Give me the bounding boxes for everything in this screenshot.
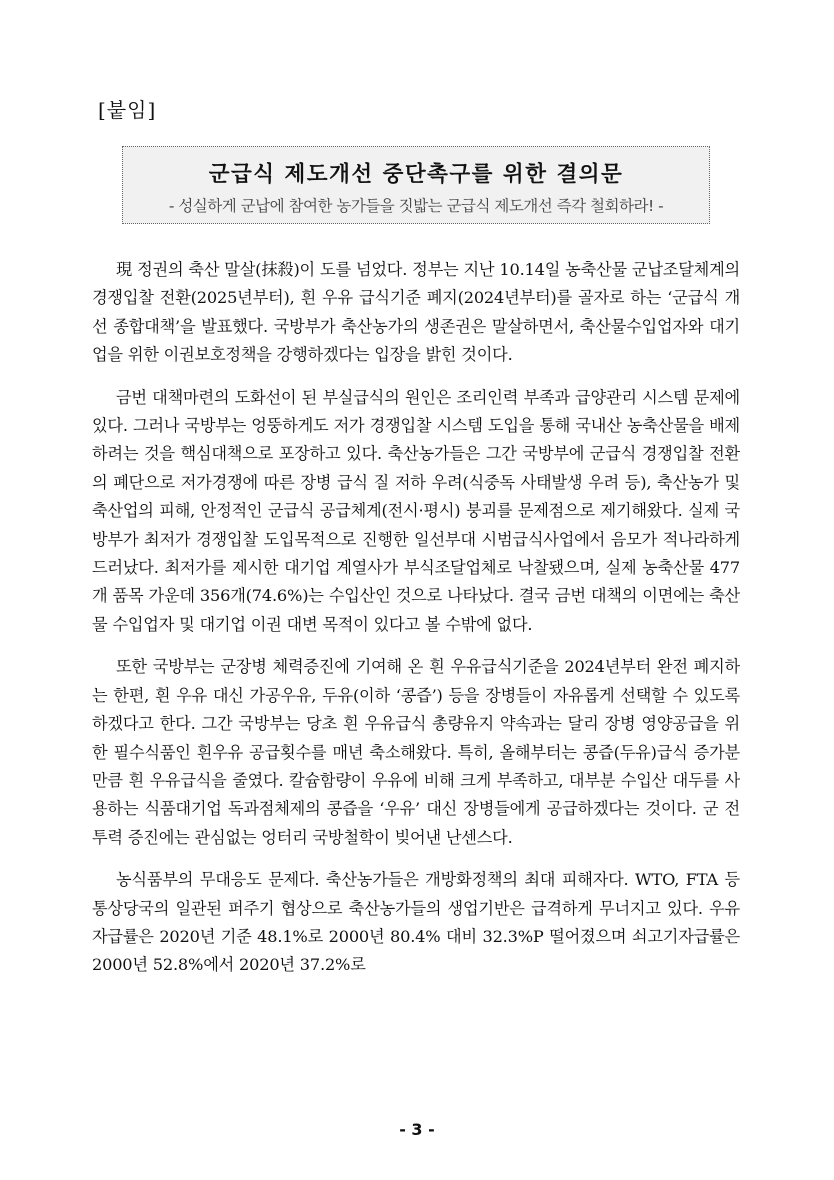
attachment-label: [붙임] <box>98 98 157 122</box>
page-number: - 3 - <box>399 1120 435 1139</box>
paragraph-4: 농식품부의 무대응도 문제다. 축산농가들은 개방화정책의 최대 피해자다. WTO, FTA 등 통상당국의 일관된 퍼주기 협상으로 축산농가들의 생업기반은 급격하게 무너지고 있다. 우유자급률은 2020년 기준 48.1%로 2000년 80.4% 대비 32.3%P 떨어졌으며 쇠고기자급률은 2000년 52.8%에서 2020년 37.2%로 <box>92 870 740 975</box>
title-box <box>122 146 710 224</box>
paragraph-2: 금번 대책마련의 도화선이 된 부실급식의 원인은 조리인력 부족과 급양관리 시스템 문제에 있다. 그러나 국방부는 엉뚱하게도 저가 경쟁입찰 시스템 도입을 통해 국내산 농축산물을 배제하려는 것을 핵심대책으로 포장하고 있다. 축산농가들은 그간 국방부에 군급식 경쟁입찰 전환의 폐단으로 저가경쟁에 따른 장병 급식 질 저하 우려(식중독 사태발생 우려 등), 축산농가 및 축산업의 피해, 안정적인 군급식 공급체계(전시·평시) 붕괴를 문제점으로 제기해왔다. 실제 국방부가 최저가 경쟁입찰 도입목적으로 진행한 일선부대 시범급식사업에서 음모가 적나라하게 드러났다. 최저가를 제시한 대기업 계열사가 부식조달업체로 낙찰됐으며, 실제 농축산물 477개 품목 가운데 356개(74.6%)는 수입산인 것으로 나타났다. 결국 금번 대책의 이면에는 축산물 수입업자 및 대기업 이권 대변 목적이 있다고 볼 수밖에 없다. <box>92 387 740 634</box>
body-text <box>92 256 740 994</box>
paragraph-1: 現 정권의 축산 말살(抹殺)이 도를 넘었다. 정부는 지난 10.14일 농축산물 군납조달체계의 경쟁입찰 전환(2025년부터), 흰 우유 급식기준 폐지(2024년부터)를 골자로 하는 ‘군급식 개선 종합대책’을 발표했다. 국방부가 축산농가의 생존권은 말살하면서, 축산물수입업자와 대기업을 위한 이권보호정책을 강행하겠다는 입장을 밝힌 것이다. <box>92 260 740 365</box>
document-title: 군급식 제도개선 중단촉구를 위한 결의문 <box>208 162 624 187</box>
document-subtitle: - 성실하게 군납에 참여한 농가들을 짓밟는 군급식 제도개선 즉각 철회하라! - <box>168 197 664 215</box>
paragraph-3: 또한 국방부는 군장병 체력증진에 기여해 온 흰 우유급식기준을 2024년부터 완전 폐지하는 한편, 흰 우유 대신 가공우유, 두유(이하 ‘콩즙’) 등을 장병들이 자유롭게 선택할 수 있도록 하겠다고 한다. 그간 국방부는 당초 흰 우유급식 총량유지 약속과는 달리 장병 영양공급을 위한 필수식품인 흰우유 공급횟수를 매년 축소해왔다. 특히, 올해부터는 콩즙(두유)급식 증가분만큼 흰 우유급식을 줄였다. 칼슘함량이 우유에 비해 크게 부족하고, 대부분 수입산 대두를 사용하는 식품대기업 독과점체제의 콩즙을 ‘우유’ 대신 장병들에게 공급하겠다는 것이다. 군 전투력 증진에는 관심없는 엉터리 국방철학이 빚어낸 난센스다. <box>92 657 740 847</box>
